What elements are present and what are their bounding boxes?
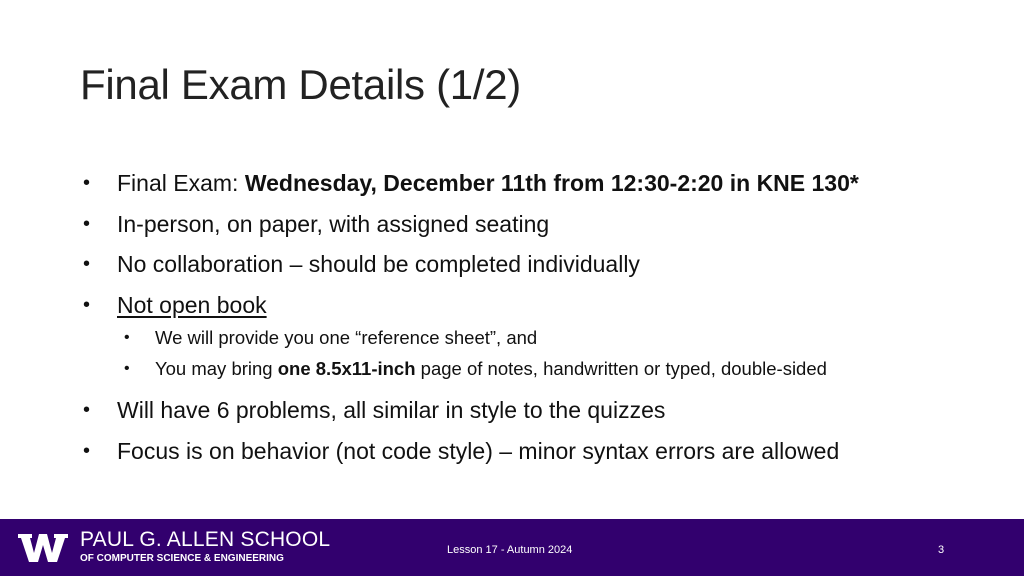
lesson-label: Lesson 17 - Autumn 2024 xyxy=(447,544,573,556)
bullet-text: In-person, on paper, with assigned seating xyxy=(117,210,550,237)
bullet-text: No collaboration – should be completed individually xyxy=(117,251,640,277)
bullet-in-person xyxy=(80,204,980,245)
uw-w-logo-icon xyxy=(18,531,68,565)
bullet-no-collaboration xyxy=(80,244,980,285)
bullet-dot: • xyxy=(83,293,91,316)
sub-bullet-text-bold: one 8.5x11-inch xyxy=(277,358,416,379)
sub-bullet-dot: • xyxy=(124,329,130,346)
bullet-dot: • xyxy=(83,439,91,462)
school-name: PAUL G. ALLEN SCHOOL xyxy=(80,528,331,551)
bullet-text: Will have 6 problems, all similar in style to the quizzes xyxy=(117,397,666,423)
sub-bullet-reference-sheet xyxy=(80,322,980,353)
sub-bullet-notes-page xyxy=(80,353,980,384)
bullet-dot: • xyxy=(83,399,91,421)
bullet-text: Not open book xyxy=(117,291,267,318)
final-exam-datetime: Wednesday, December 11th from 12:30-2:20 in KNE 130* xyxy=(244,170,859,196)
sub-bullet-text-after: page of notes, handwritten or typed, double-sided xyxy=(415,358,827,379)
bullet-problems xyxy=(80,390,980,431)
bullet-list xyxy=(80,163,980,471)
bullet-final-exam xyxy=(80,163,980,204)
sub-bullet-text-before: You may bring xyxy=(155,358,278,379)
slide-title: Final Exam Details (1/2) xyxy=(80,61,521,108)
sub-bullet-list xyxy=(80,322,980,384)
final-exam-label: Final Exam: xyxy=(117,170,245,196)
bullet-dot: • xyxy=(83,212,91,235)
school-subtitle: OF COMPUTER SCIENCE & ENGINEERING xyxy=(80,553,284,564)
bullet-not-open-book xyxy=(80,285,980,326)
bullet-dot: • xyxy=(83,253,91,275)
bullet-text: Focus is on behavior (not code style) – minor syntax errors are allowed xyxy=(117,437,840,464)
page-number: 3 xyxy=(938,544,945,556)
footer-bar xyxy=(0,519,1024,576)
sub-bullet-text: We will provide you one “reference sheet”, and xyxy=(155,327,538,348)
bullet-dot: • xyxy=(83,172,91,194)
bullet-focus xyxy=(80,431,980,472)
sub-bullet-dot: • xyxy=(124,360,130,377)
